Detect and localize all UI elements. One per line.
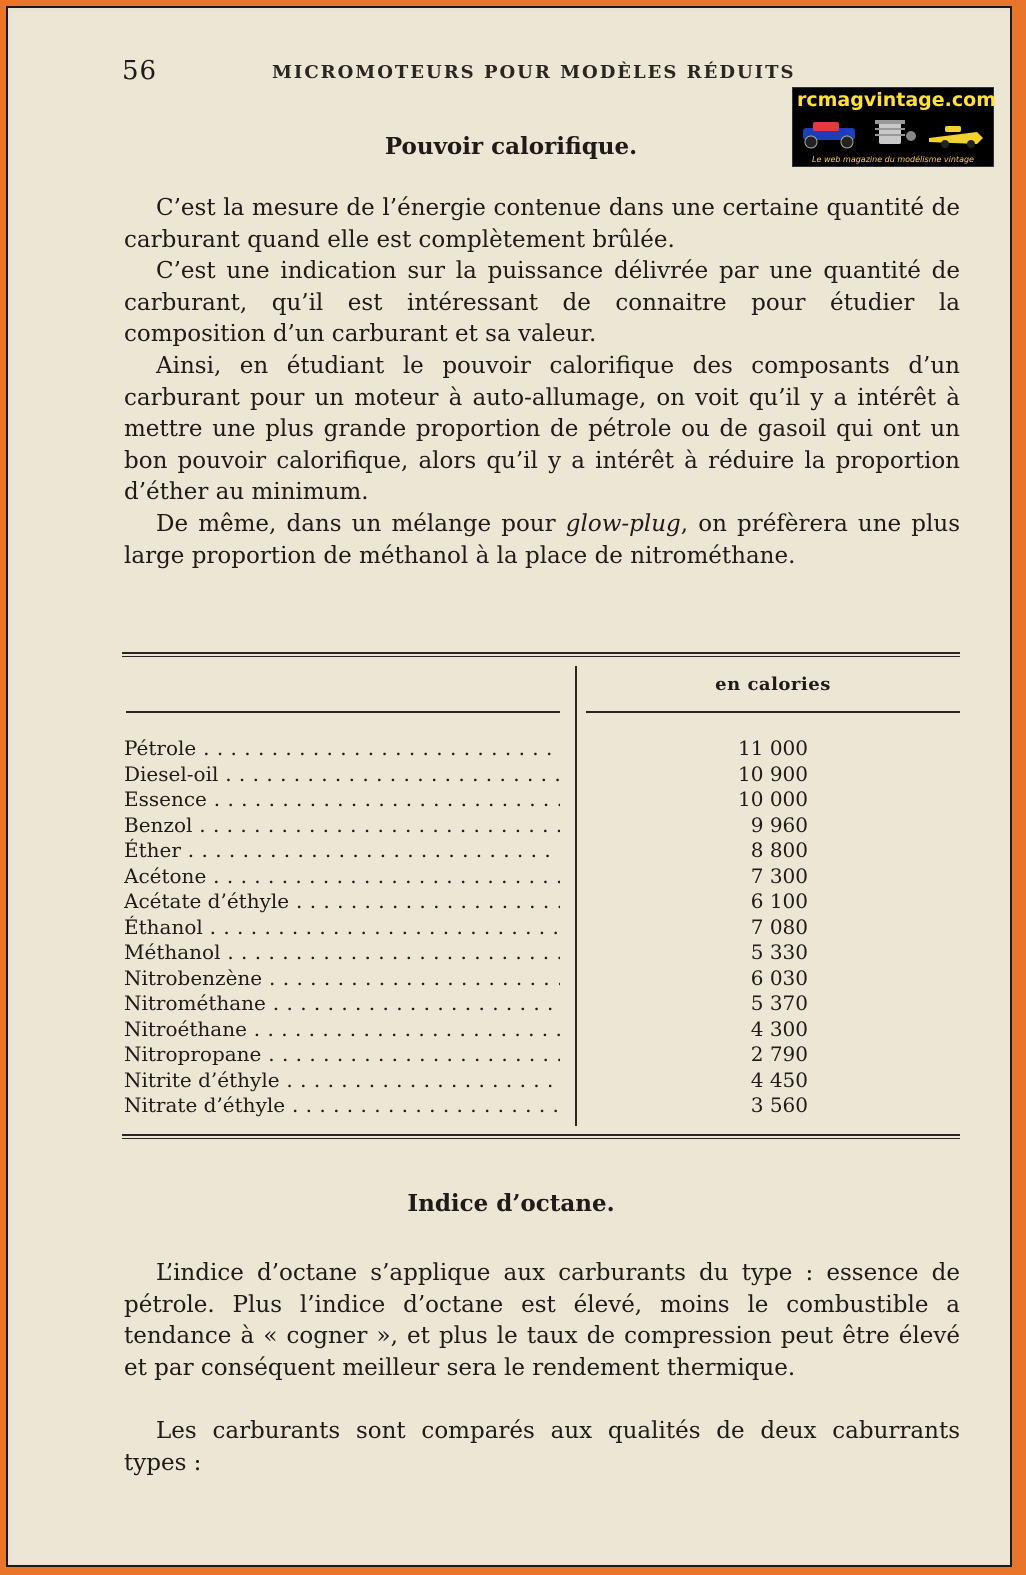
calorie-value: 6 100 [750, 889, 808, 913]
paragraph: Les carburants sont comparés aux qualités de deux caburrants types : [124, 1418, 960, 1476]
calorie-value: 9 960 [750, 812, 808, 837]
paragraph: C’est une indication sur la puissance délivrée par une quantité de carburant, qu’il est intéressant de connaitre pour étudier la composition d’un carburant et sa valeur. [124, 258, 960, 347]
table-row [124, 940, 960, 966]
table-body [124, 736, 960, 1119]
paragraph: C’est la mesure de l’énergie contenue dans une certaine quantité de carburant quand elle est complètement brûlée. [124, 195, 960, 253]
paragraph: L’indice d’octane s’applique aux carburants du type : essence de pétrole. Plus l’indice d’octane est élevé, moins le combustible a tendance à « cogner », et plus le taux de compression peut être élevé et par conséquent meilleur sera le rendement thermique. [124, 1260, 960, 1381]
table-top-rule [122, 652, 960, 657]
table-row [124, 1093, 960, 1119]
calorie-value: 6 030 [750, 965, 808, 990]
fuel-name: Pétrole . . . [124, 736, 560, 762]
table-row [124, 1042, 960, 1068]
table-column-header: en calories [715, 674, 831, 695]
fuel-name: Acétone . . . [124, 864, 560, 890]
page-header [122, 56, 812, 86]
table-header-rule-right [586, 711, 960, 713]
table-row [124, 838, 960, 864]
fuel-name: Nitroéthane . . . [124, 1017, 560, 1043]
book-page [12, 12, 1010, 1563]
calorific-value-table [122, 652, 960, 1146]
paragraph: Ainsi, en étudiant le pouvoir calorifique des composants d’un carburant pour un moteur à auto-allumage, on voit qu’il y a intérêt à mettre une plus grande proportion de pétrole ou de gasoil qui ont un bon pouvoir calorifique, alors qu’il y a intérêt à réduire la proportion d’éther au minimum. [124, 353, 960, 505]
table-row [124, 787, 960, 813]
table-row [124, 736, 960, 762]
table-row [124, 966, 960, 992]
section-title-pouvoir-calorifique: Pouvoir calorifique. [384, 133, 638, 160]
calorie-value: 2 790 [750, 1042, 808, 1066]
table-row [124, 1017, 960, 1043]
table-row [124, 762, 960, 788]
section-title-indice-octane: Indice d’octane. [407, 1190, 615, 1217]
fuel-name: Méthanol . . . [124, 940, 560, 966]
calorie-value: 10 900 [738, 761, 808, 786]
calorie-value: 3 560 [750, 1093, 808, 1117]
running-title: MICROMOTEURS POUR MODÈLES RÉDUITS [272, 62, 796, 83]
fuel-name: Éthanol . . . [124, 915, 560, 941]
fuel-name: Benzol . . . [124, 813, 560, 839]
fuel-name: Acétate d’éthyle . . . [124, 889, 560, 915]
table-header-rule-left [126, 711, 560, 713]
calorie-value: 7 080 [750, 914, 808, 939]
calorie-value: 4 300 [750, 1016, 808, 1041]
fuel-name: Nitrobenzène . . . [124, 966, 560, 992]
table-row [124, 889, 960, 915]
calorie-value: 11 000 [738, 736, 808, 760]
fuel-name: Nitrométhane . . . [124, 991, 560, 1017]
table-row [124, 813, 960, 839]
calorie-value: 10 000 [738, 787, 808, 811]
calorie-value: 5 330 [750, 940, 808, 964]
fuel-name: Nitrate d’éthyle . . . [124, 1093, 560, 1119]
fuel-name: Nitropropane . . . [124, 1042, 560, 1068]
fuel-name: Éther . . . [124, 838, 560, 864]
table-row [124, 864, 960, 890]
calorie-value: 8 800 [750, 838, 808, 862]
table-row [124, 1068, 960, 1094]
logo-tagline: Le web magazine du modélisme vintage [812, 155, 974, 164]
table-bottom-rule [122, 1134, 960, 1139]
fuel-name: Diesel-oil . . . [124, 762, 560, 788]
table-row [124, 991, 960, 1017]
calorie-value: 4 450 [750, 1067, 808, 1092]
table-row [124, 915, 960, 941]
calorie-value: 7 300 [750, 863, 808, 888]
fuel-name: Nitrite d’éthyle . . . [124, 1068, 560, 1094]
calorie-value: 5 370 [750, 991, 808, 1015]
page-number: 56 [122, 56, 158, 86]
fuel-name: Essence . . . [124, 787, 560, 813]
paragraph: De même, dans un mélange pour glow-plug, on préfèrera une plus large proportion de méthanol à la place de nitrométhane. [124, 511, 961, 569]
logo-title: rcmagvintage.com [797, 89, 996, 111]
